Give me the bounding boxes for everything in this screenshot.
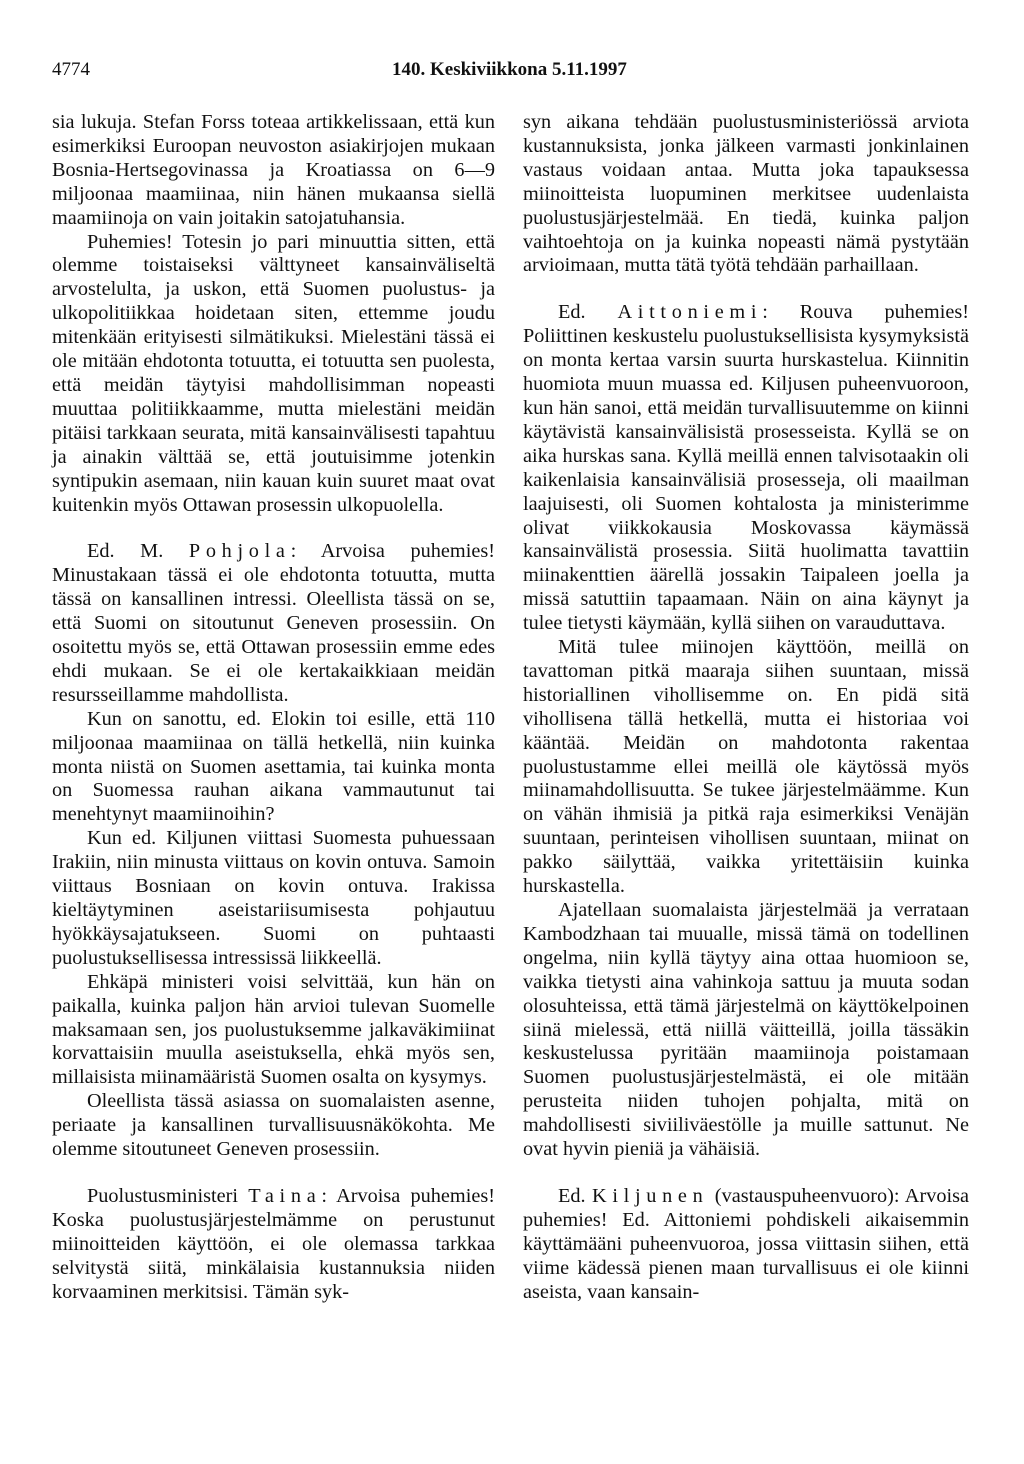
- speaker-name: Pohjola: [188, 540, 291, 563]
- paragraph: syn aikana tehdään puolustusministeriössä arviota kustannuksista, jonka jälkeen varmasti jonkinlainen vastaus voidaan antaa. Mutta joka tapauksessa miinoitteista luopuminen merkitsee uudenlaista puolustusjärjestelmää. En tiedä, kuinka paljon vaihtoehtoja on ja kuinka nopeasti nämä pystytään arvioimaan, mutta tätä työtä tehdään parhaillaan.: [523, 111, 969, 277]
- running-head: 140. Keskiviikkona 5.11.1997: [392, 59, 627, 80]
- paragraph: Mitä tulee miinojen käyttöön, meillä on tavattoman pitkä maaraja siihen suuntaan, missä historiallinen vihollisemme on. En pidä sitä vihollisena tällä hetkellä, mutta ei historiaa voi kääntää. Meidän on mahdotonta rakentaa puolustustamme ellei meillä ole käytössä myös miinamahdollisuutta. Se tukee järjestelmäämme. Kun on vähän ihmisiä ja pitkä raja esimerkiksi Venäjän suuntaan, perinteisen vihollisen suuntaan, miinat on pakko säilyttää, vaikka yritettäisiin kuinka hurskastella.: [523, 636, 969, 898]
- speech-pohjola: [52, 540, 495, 707]
- speaker-prefix: Ed.: [558, 301, 618, 324]
- speech-taina: [52, 1185, 495, 1305]
- speech-aittoniemi: [523, 301, 969, 636]
- page-number: 4774: [52, 59, 90, 80]
- speech-text: : Rouva puhemies! Poliittinen keskustelu puolustuksellisista kysymyksistä on monta kertaa varsin suurta hurskastelua. Kiinnitin huomiota muun muassa ed. Kiljusen puheenvuoroon, kun hän sanoi, että meidän turvallisuutemme on kiinni käytävistä kansainvälisistä prosesseista. Kyllä se on aika hurskas sana. Kyllä meillä ennen talvisotaakin oli kaikenlaisia kansainvälisiä prosesseja, oli maailman laajuisesti, oli Suomen kohtalosta ja ministerimme olivat viikkokausia Moskovassa käymässä kansainvälistä prosessia. Siitä huolimatta tavattiin miinakenttien äärellä jossakin Taipaleen joella ja missä satuttiin tapaamaan. Näin on aina käynyt ja tulee tietysti käymään, kyllä siihen on varauduttava.: [523, 301, 969, 635]
- speech-text: : Arvoisa puhemies! Koska puolustusjärjestelmämme on perustunut miinoitteiden käyttöön, ei ole olemassa tarkkaa selvitystä siitä, minkälaisia kustannuksia niiden korvaaminen merkitsisi. Tämän syk-: [52, 1184, 495, 1303]
- paragraph: Oleellista tässä asiassa on suomalaisten asenne, periaate ja kansallinen turvallisuusnäkökohta. Me olemme sitoutuneet Geneven prosessiin.: [52, 1090, 495, 1161]
- paragraph: Ehkäpä ministeri voisi selvittää, kun hän on paikalla, kuinka paljon hän arvioi tulevan Suomelle maksamaan sen, jos puolustuksemme jalkaväkimiinat korvattaisiin muulla aseistuksella, ehkä myös sen, millaisista miinamääristä Suomen osalta on kysymys.: [52, 970, 495, 1089]
- paragraph: Kun on sanottu, ed. Elokin toi esille, että 110 miljoonaa maamiinaa on tällä hetkellä, niin kuinka monta niistä on Suomen asettamia, tai kuinka monta on Suomessa rauhan aikana vammautunut tai menehtynyt maamiinoihin?: [52, 707, 495, 826]
- speaker-name: Aittoniemi: [617, 301, 763, 324]
- paragraph: Kun ed. Kiljunen viittasi Suomesta puhuessaan Irakiin, niin minusta viittaus on kovin ontuva. Samoin viittaus Bosniaan on kovin ontuva. Irakissa kieltäytyminen aseistariisumisesta pohjautuu hyökkäysajatukseen. Suomi on puhtaasti puolustuksellisessa intressissä liikkeellä.: [52, 827, 495, 969]
- paragraph: Puhemies! Totesin jo pari minuuttia sitten, että olemme toistaiseksi välttyneet kansainväliseltä arvostelulta, ja uskon, että Suomen puolustus- ja ulkopolitiikkaa hoidetaan siten, ettemme joudu mitenkään erityisesti silmätikuksi. Mielestäni tässä ei ole mitään ehdotonta totuutta, ei totuutta sen puolesta, että meidän täytyisi mahdollisimman nopeasti muuttaa politiikkaamme, mutta mielestäni meidän pitäisi tarkkaan seurata, mitä kansainvälisesti tapahtuu ja ainakin välttää se, että joutuisimme jotenkin syntipukin asemaan, niin kauan kuin suuret maat ovat kuitenkin myös Ottawan prosessin ulkopuolella.: [52, 230, 495, 516]
- page-header: [52, 56, 972, 84]
- paragraph: Ajatellaan suomalaista järjestelmää ja verrataan Kambodzhaan tai muualle, missä tämä on todellinen ongelma, niin kyllä täytyy aina ottaa huomioon se, vaikka tietysti aina vahinkoja sattuu ja muuta sodan olosuhteissa, että tämä järjestelmä on käyttökelpoinen siinä mielessä, että niillä väitteillä, joilla tässäkin keskustelussa pyritään maamiinoja poistamaan Suomen puolustusjärjestelmästä, ei ole mitään perusteita niiden tuhojen pohjalta, mitä on mahdollisesti siviiliväestölle ja muille sattunut. Ne ovat hyvin pieniä ja vähäisiä.: [523, 899, 969, 1161]
- speech-text: : Arvoisa puhemies! Minustakaan tässä ei ole ehdotonta totuutta, mutta tässä on kansallinen intressi. Oleellista tässä on se, että Suomi on sitoutunut Geneven prosessiin. On osoitettu myös se, että Ottawan prosessiin emme edes ehdi mukaan. Se ei ole kertakaikkiaan meidän resursseillamme mahdollista.: [52, 540, 495, 706]
- right-column: [523, 111, 969, 1305]
- left-column: [52, 111, 495, 1305]
- speaker-prefix: Ed. M.: [87, 540, 189, 563]
- speech-kiljunen: [523, 1185, 969, 1305]
- speaker-name: Taina: [248, 1184, 322, 1207]
- speaker-prefix: Ed.: [558, 1184, 592, 1207]
- speech-text: (vastauspuheenvuoro): Arvoisa puhemies! Ed. Aittoniemi pohdiskeli aikaisemmin käyttämääni puheenvuoroa, jossa viittasin siihen, että viime kädessä pienen maan turvallisuus ei ole kiinni aseista, vaan kansain-: [523, 1184, 970, 1303]
- speaker-prefix: Puolustusministeri: [87, 1184, 249, 1207]
- paragraph: sia lukuja. Stefan Forss toteaa artikkelissaan, että kun esimerkiksi Euroopan neuvoston asiakirjojen mukaan Bosnia-Hertsegovinassa ja Kroatiassa on 6—9 miljoonaa maamiinaa, niin hänen mukaansa siellä maamiinoja on vain joitakin satojatuhansia.: [52, 111, 495, 229]
- speaker-name: Kiljunen: [591, 1184, 709, 1207]
